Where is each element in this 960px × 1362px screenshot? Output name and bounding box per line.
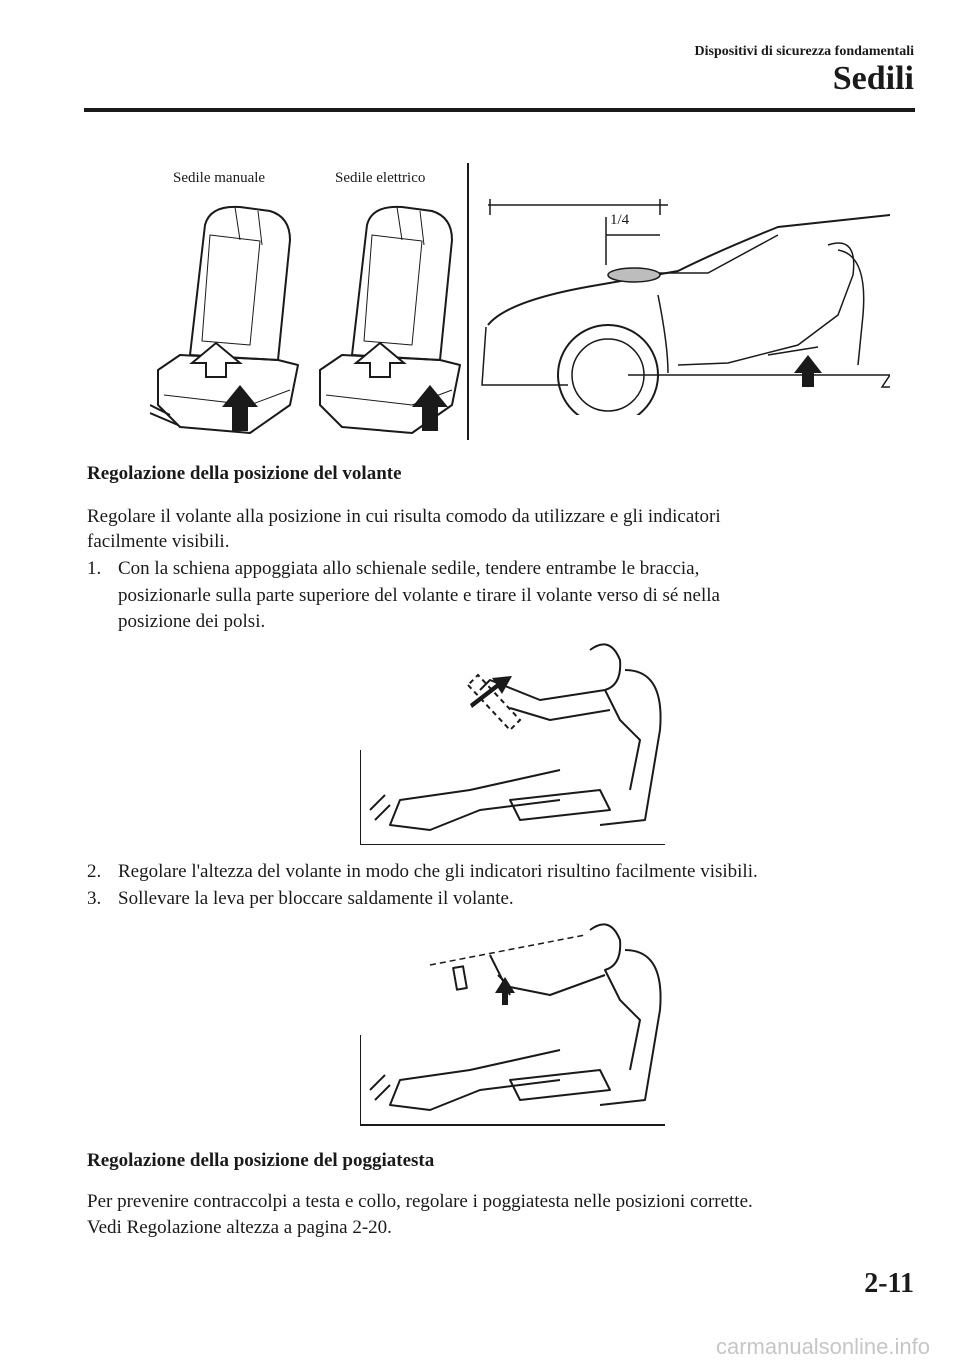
steering-heading: Regolazione della posizione del volante (87, 463, 402, 484)
step-line: Sollevare la leva per bloccare saldamente il volante. (118, 888, 514, 909)
watermark: carmanualsonline.info (715, 1334, 930, 1359)
headrest-line-2: Vedi Regolazione altezza a pagina 2-20. (87, 1217, 392, 1238)
page-number: 2-11 (864, 1268, 914, 1299)
manual-seat-label: Sedile manuale (173, 170, 266, 186)
figure-divider (467, 163, 469, 440)
step-line: Con la schiena appoggiata allo schienale sedile, tendere entrambe le braccia, (118, 558, 700, 579)
electric-seat-illustration (312, 195, 472, 440)
step-line: posizione dei polsi. (118, 611, 266, 632)
page-title: Sedili (832, 60, 914, 97)
steering-intro-line-1: Regolare il volante alla posizione in cui risulta comodo da utilizzare e gli indicatori (87, 506, 721, 527)
headrest-line-1: Per prevenire contraccolpi a testa e collo, regolare i poggiatesta nelle posizioni corrette. (87, 1191, 753, 1212)
driver-height-adjust-illustration (360, 915, 670, 1130)
step-number: 2. (87, 861, 102, 882)
step-line: Regolare l'altezza del volante in modo che gli indicatori risultino facilmente visibili. (118, 861, 758, 882)
electric-seat-label: Sedile elettrico (335, 170, 426, 186)
header-divider (84, 108, 915, 112)
fraction-label: 1/4 (610, 212, 630, 228)
car-side-illustration (478, 195, 890, 415)
step-2 (87, 860, 887, 886)
section-title: Dispositivi di sicurezza fondamentali (694, 44, 914, 59)
headrest-heading: Regolazione della posizione del poggiatesta (87, 1150, 435, 1171)
driver-pulling-wheel-illustration (360, 630, 670, 845)
step-1 (87, 557, 887, 637)
manual-seat-illustration (150, 195, 310, 440)
steering-intro-line-2: facilmente visibili. (87, 531, 230, 552)
step-number: 1. (87, 558, 102, 579)
step-3 (87, 887, 887, 913)
step-number: 3. (87, 888, 102, 909)
step-line: posizionarle sulla parte superiore del volante e tirare il volante verso di sé nella (118, 585, 720, 606)
